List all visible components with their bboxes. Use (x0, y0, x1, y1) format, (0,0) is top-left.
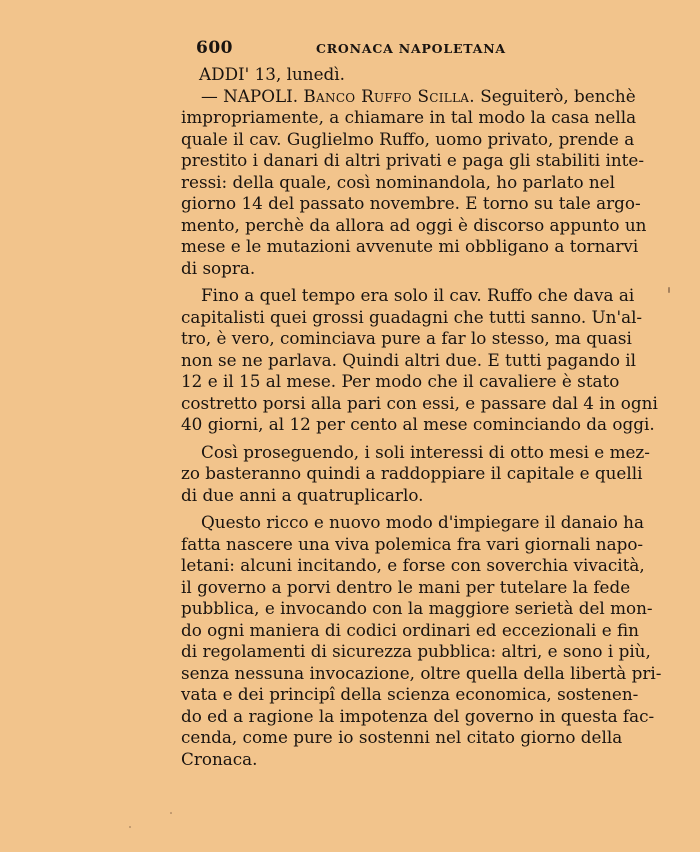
running-title: CRONACA NAPOLETANA (316, 41, 506, 56)
paragraph-2-line-7: 40 giorni, al 12 per cento al mese cominciando da oggi. (181, 414, 655, 434)
page-header (196, 38, 616, 60)
paragraph-4-line-10: do ed a ragione la impotenza del governo in questa fac- (181, 705, 655, 726)
date-line: ADDI' 13, lunedì. (199, 64, 345, 84)
paper-speck (668, 287, 670, 293)
paragraph-1-line-4: prestito i danari di altri privati e paga gli stabiliti inte- (181, 150, 645, 170)
paragraph-4-line-9: vata e dei principî della scienza economica, sostenen- (181, 684, 639, 704)
paragraph-3-line-3: di due anni a quatruplicarlo. (181, 484, 424, 505)
paragraph-2-line-2: capitalisti quei grossi guadagni che tutti sanno. Un'al- (181, 306, 643, 327)
paragraph-1-line-5: ressi: della quale, così nominandola, ho parlato nel (181, 171, 615, 192)
paragraph-4-line-11: cenda, come pure io sostenni nel citato giorno della (181, 727, 623, 747)
paragraph-2-line-1: Fino a quel tempo era solo il cav. Ruffo che dava ai (201, 285, 635, 305)
paragraph-2-line-4: non se ne parlava. Quindi altri due. E tutti pagando il (181, 349, 637, 370)
paragraph-1-line-9: di sopra. (181, 257, 256, 278)
paragraph-4-line-12: Cronaca. (181, 748, 258, 769)
paragraph-4-line-3: letani: alcuni incitando, e forse con soverchia vivacità, (181, 555, 645, 575)
paragraph-4-line-7: di regolamenti di sicurezza pubblica: altri, e sono i più, (181, 641, 651, 661)
paragraph-4-line-6: do ogni maniera di codici ordinari ed eccezionali e fin (181, 619, 639, 640)
heading-smallcaps: Banco Ruffo Scilla. (303, 85, 475, 106)
paragraph-2-line-5: 12 e il 15 al mese. Per modo che il cavaliere è stato (181, 371, 620, 391)
paragraph-2-line-3: tro, è vero, cominciava pure a far lo stesso, ma quasi (181, 328, 632, 348)
paragraph-4-line-4: il governo a porvi dentro le mani per tutelare la fede (181, 576, 631, 597)
paragraph-4-line-2: fatta nascere una viva polemica fra vari giornali napo- (181, 533, 644, 554)
paragraph-1-line-6: giorno 14 del passato novembre. E torno su tale argo- (181, 193, 641, 213)
paragraph-1-line-3: quale il cav. Guglielmo Ruffo, uomo privato, prende a (181, 128, 635, 149)
heading-tail: Seguiterò, benchè (474, 85, 636, 106)
paper-speck (129, 826, 131, 828)
heading-prefix: — NAPOLI. (201, 85, 304, 106)
paragraph-3-line-2: zo basteranno quindi a raddoppiare il capitale e quelli (181, 463, 643, 483)
body-text (181, 64, 662, 770)
paragraph-4-line-8: senza nessuna invocazione, oltre quella della libertà pri- (181, 662, 662, 683)
paragraph-4-line-1: Questo ricco e nuovo modo d'impiegare il danaio ha (201, 512, 644, 532)
paragraph-3-line-1: Così proseguendo, i soli interessi di otto mesi e mez- (201, 441, 650, 462)
paragraph-1-line-1 (181, 85, 636, 108)
paragraph-1-line-7: mento, perchè da allora ad oggi è discorso appunto un (181, 214, 647, 235)
paper-speck (170, 812, 172, 814)
paragraph-1-line-2: impropriamente, a chiamare in tal modo la casa nella (181, 107, 637, 127)
paragraph-4-line-5: pubblica, e invocando con la maggiore serietà del mon- (181, 598, 653, 618)
paragraph-1-line-8: mese e le mutazioni avvenute mi obbligano a tornarvi (181, 236, 639, 256)
page-number: 600 (196, 38, 233, 58)
paragraph-2-line-6: costretto porsi alla pari con essi, e passare dal 4 in ogni (181, 392, 658, 413)
